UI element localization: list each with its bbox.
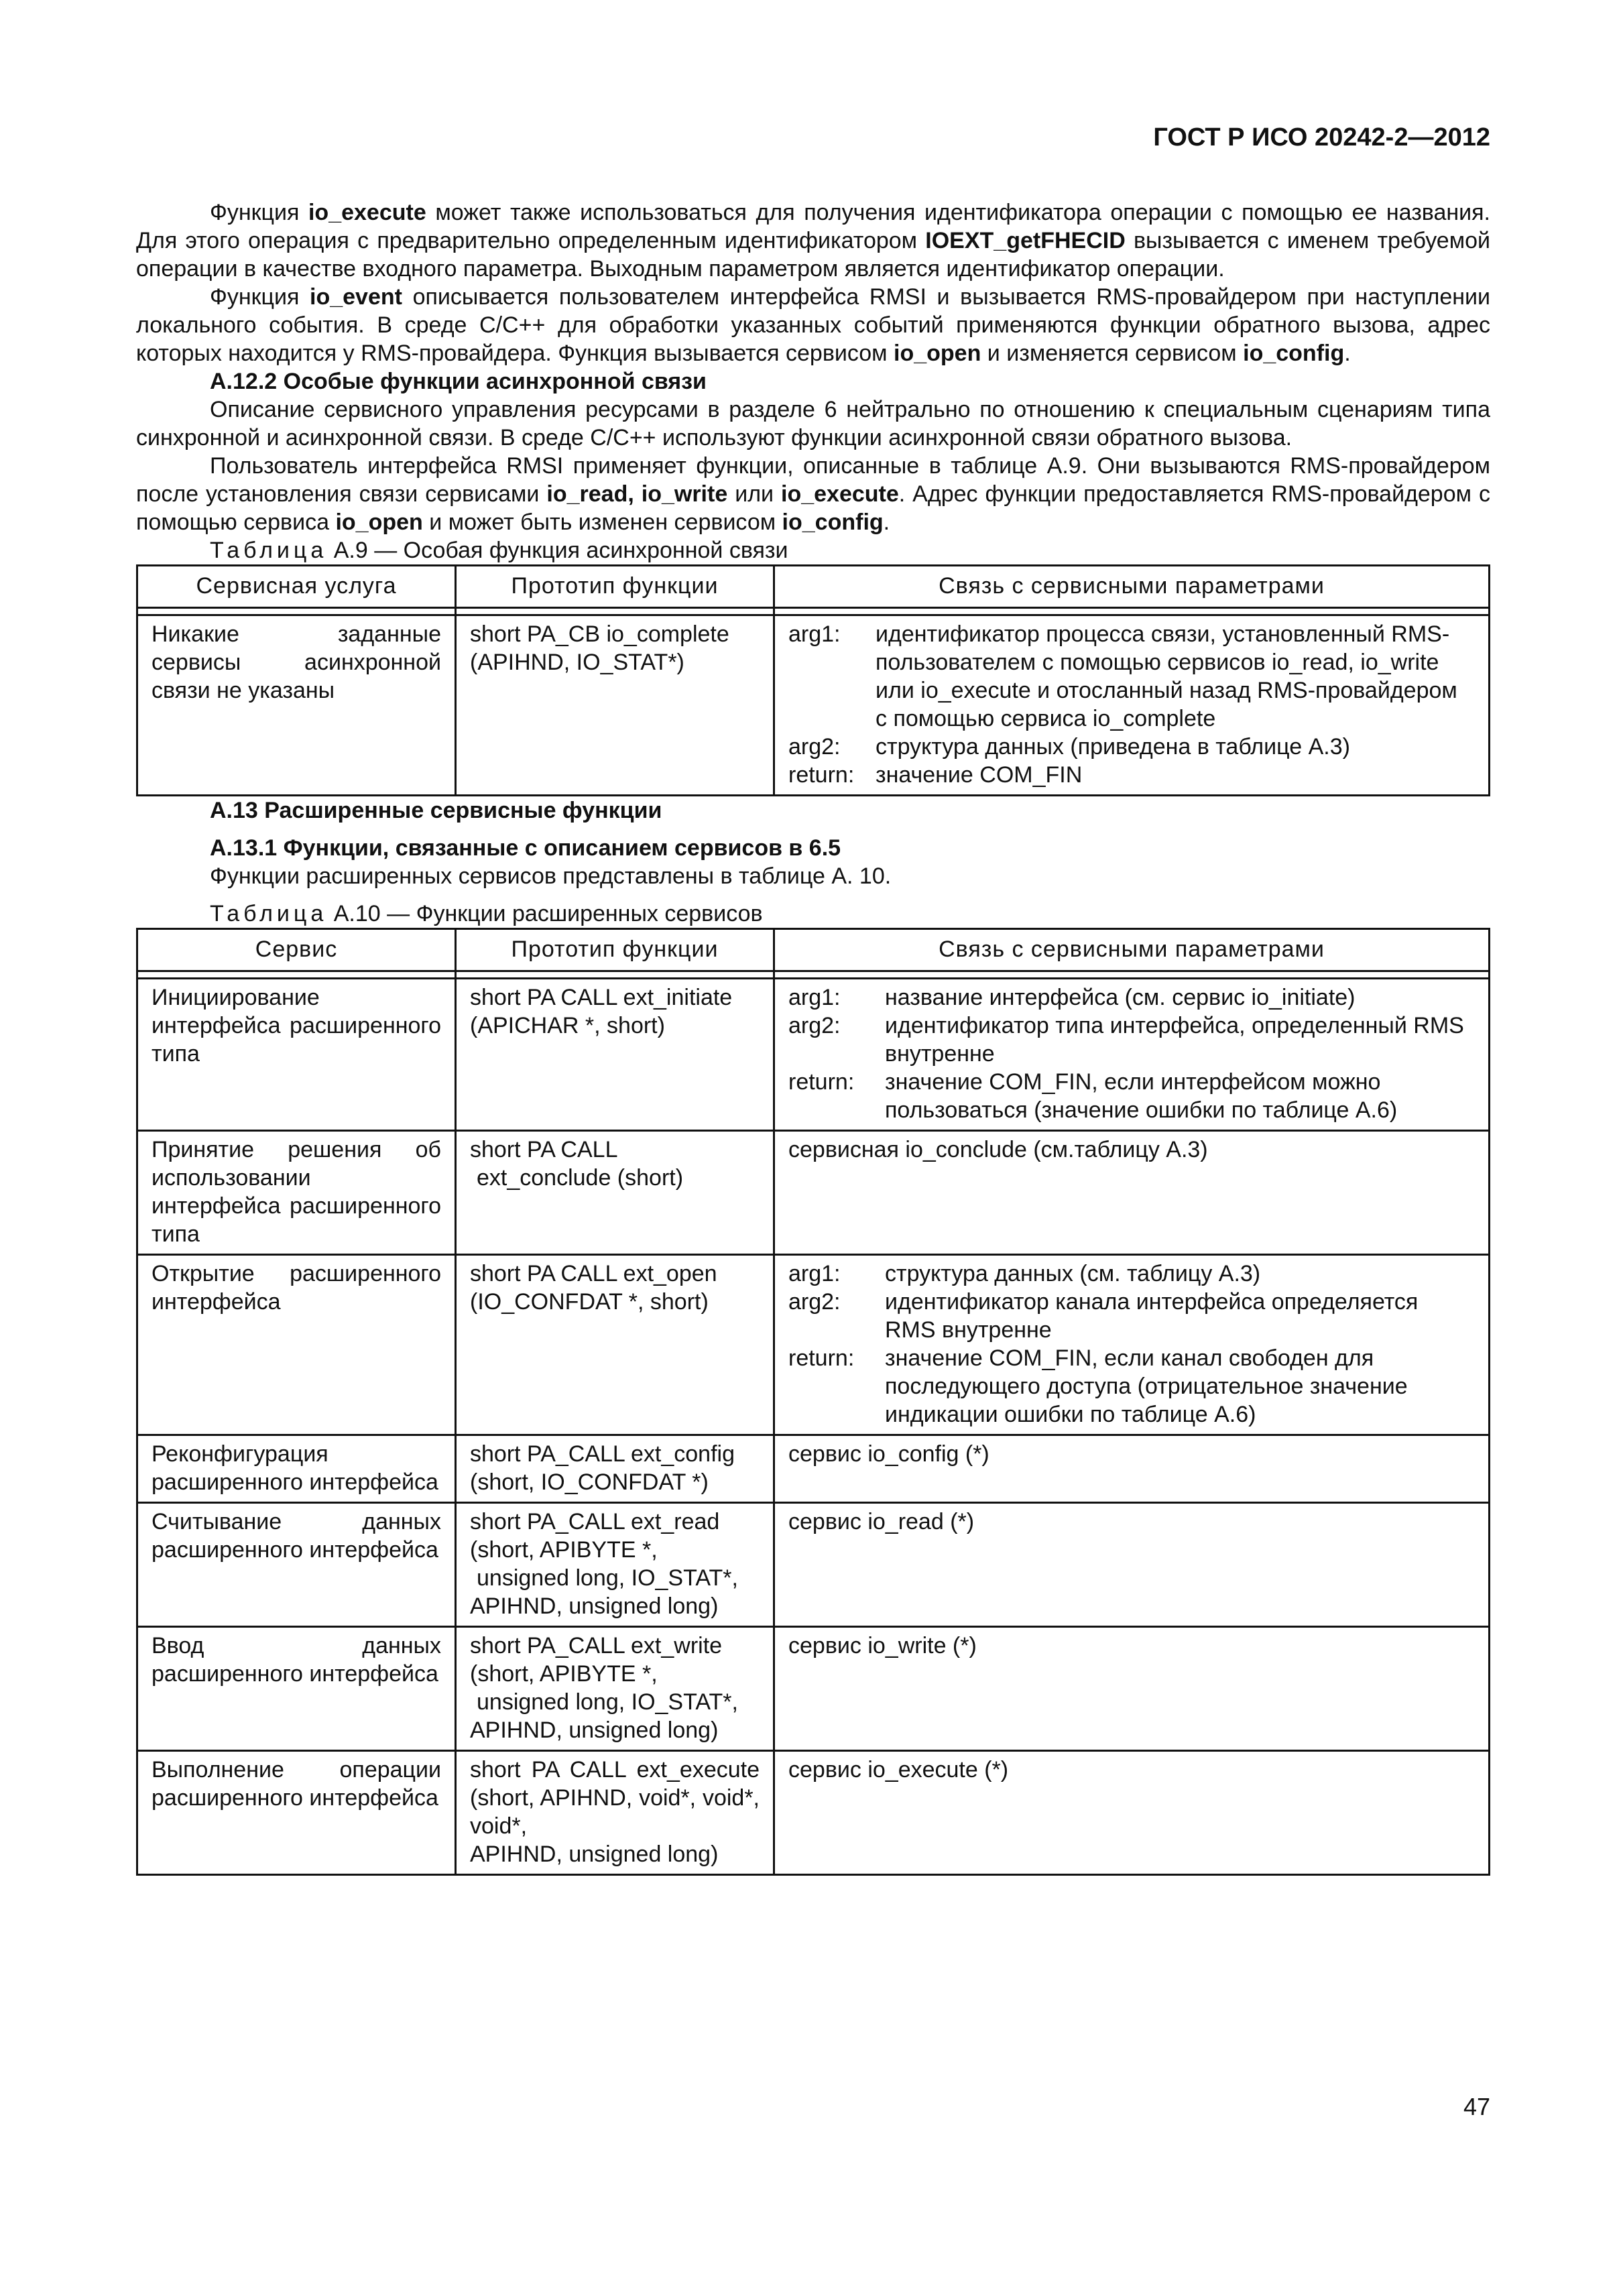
- table10-cell-relation: сервис io_read (*): [774, 1503, 1490, 1627]
- table10-cell-service: Реконфигурация расширенного интерфейса: [137, 1435, 456, 1503]
- table10-cell-relation: arg1: название интерфейса (см. сервис io_initiate) arg2: идентификатор типа интерфейса, определенный RMS внутренне return: значение COM_FIN, если интерфейсом можно пользоваться (значение ошибки по таблице А.6): [774, 979, 1490, 1131]
- table10-cell-service: Выполнение операции расширенного интерфейса: [137, 1751, 456, 1875]
- table10-cell-service: Принятие решения об использовании интерфейса расширенного типа: [137, 1131, 456, 1255]
- table-row: [137, 1627, 1490, 1751]
- table10-cell-relation: сервис io_config (*): [774, 1435, 1490, 1503]
- table10-cell-service: Считывание данных расширенного интерфейса: [137, 1503, 456, 1627]
- table-a10: [136, 928, 1490, 1876]
- table10-cell-prototype: short PA_CALL ext_config (short, IO_CONFDAT *): [456, 1435, 774, 1503]
- paragraph-async-description: Описание сервисного управления ресурсами в разделе 6 нейтрально по отношению к специальным сценариям типа синхронной и асинхронной связи. В среде C/C++ используют функции асинхронной связи обратного вызова.: [136, 397, 1490, 450]
- table10-cell-prototype: short PA CALL ext_initiate (APICHAR *, short): [456, 979, 774, 1131]
- table9-header-service: Сервисная услуга: [137, 566, 456, 608]
- table10-cell-prototype: short PA CALL ext_execute (short, APIHND, void*, void*, void*, APIHND, unsigned long): [456, 1751, 774, 1875]
- table9-cell-service: Никакие заданные сервисы асинхронной связи не указаны: [137, 615, 456, 796]
- table10-cell-service: Инициирование интерфейса расширенного типа: [137, 979, 456, 1131]
- page-number: 47: [1463, 2093, 1490, 2120]
- table9-caption: Таблица А.9 — Особая функция асинхронной связи: [210, 538, 788, 563]
- table10-cell-prototype: short PA CALL ext_conclude (short): [456, 1131, 774, 1255]
- table9-header-relation: Связь с сервисными параметрами: [774, 566, 1490, 608]
- table10-cell-service: Открытие расширенного интерфейса: [137, 1255, 456, 1435]
- table-row: [137, 1131, 1490, 1255]
- section-heading-a12-2: А.12.2 Особые функции асинхронной связи: [210, 369, 707, 394]
- table9-cell-relation: arg1: идентификатор процесса связи, установленный RMS-пользователем с помощью сервисов io_read, io_write или io_execute и отосланный назад RMS-провайдером с помощью сервиса io_complete arg2: структура данных (приведена в таблице А.3) return: значение COM_FIN: [774, 615, 1490, 796]
- paragraph-io-event: Функция io_event описывается пользователем интерфейса RMSI и вызывается RMS-провайдером при наступлении локального события. В среде C/C++ для обработки указанных событий применяются функции обратного вызова, адрес которых находится у RMS-провайдера. Функция вызывается сервисом io_open и изменяется сервисом io_config.: [136, 284, 1490, 366]
- table10-cell-prototype: short PA_CALL ext_write (short, APIBYTE *, unsigned long, IO_STAT*, APIHND, unsigned long): [456, 1627, 774, 1751]
- paragraph-a13-intro: Функции расширенных сервисов представлены в таблице А. 10.: [210, 863, 892, 889]
- table10-header-prototype: Прототип функции: [456, 929, 774, 971]
- table10-cell-relation: сервисная io_conclude (см.таблицу А.3): [774, 1131, 1490, 1255]
- table-row: [137, 1751, 1490, 1875]
- section-heading-a13-1: А.13.1 Функции, связанные с описанием сервисов в 6.5: [210, 835, 841, 861]
- table-row: [137, 1255, 1490, 1435]
- table9-header-prototype: Прототип функции: [456, 566, 774, 608]
- table10-caption: Таблица А.10 — Функции расширенных сервисов: [210, 901, 763, 926]
- table10-cell-relation: сервис io_execute (*): [774, 1751, 1490, 1875]
- table-row: [137, 1435, 1490, 1503]
- table10-cell-prototype: short PA CALL ext_open (IO_CONFDAT *, short): [456, 1255, 774, 1435]
- table10-header-service: Сервис: [137, 929, 456, 971]
- document-header: ГОСТ Р ИСО 20242-2—2012: [1153, 123, 1490, 152]
- table10-cell-prototype: short PA_CALL ext_read (short, APIBYTE *, unsigned long, IO_STAT*, APIHND, unsigned long): [456, 1503, 774, 1627]
- table10-cell-service: Ввод данных расширенного интерфейса: [137, 1627, 456, 1751]
- table-row: [137, 979, 1490, 1131]
- table-a9: [136, 564, 1490, 796]
- table10-cell-relation: arg1: структура данных (см. таблицу А.3) arg2: идентификатор канала интерфейса определяется RMS внутренне return: значение COM_FIN, если канал свободен для последующего доступа (отрицательное значение индикации ошибки по таблице А.6): [774, 1255, 1490, 1435]
- page-body: [136, 198, 1490, 1876]
- section-heading-a13: А.13 Расширенные сервисные функции: [210, 798, 662, 823]
- paragraph-rmsi-user: Пользователь интерфейса RMSI применяет функции, описанные в таблице А.9. Они вызываются RMS-провайдером после установления связи сервисами io_read, io_write или io_execute. Адрес функции предоставляется RMS-провайдером с помощью сервиса io_open и может быть изменен сервисом io_config.: [136, 453, 1490, 535]
- paragraph-io-execute: Функция io_execute может также использоваться для получения идентификатора операции с помощью ее названия. Для этого операция с предварительно определенным идентификатором IOEXT_getFHECID вызывается с именем требуемой операции в качестве входного параметра. Выходным параметром является идентификатор операции.: [136, 200, 1490, 282]
- table10-cell-relation: сервис io_write (*): [774, 1627, 1490, 1751]
- table9-cell-prototype: short PA_CB io_complete (APIHND, IO_STAT*): [456, 615, 774, 796]
- table10-header-relation: Связь с сервисными параметрами: [774, 929, 1490, 971]
- table-row: [137, 1503, 1490, 1627]
- table-row: [137, 615, 1490, 796]
